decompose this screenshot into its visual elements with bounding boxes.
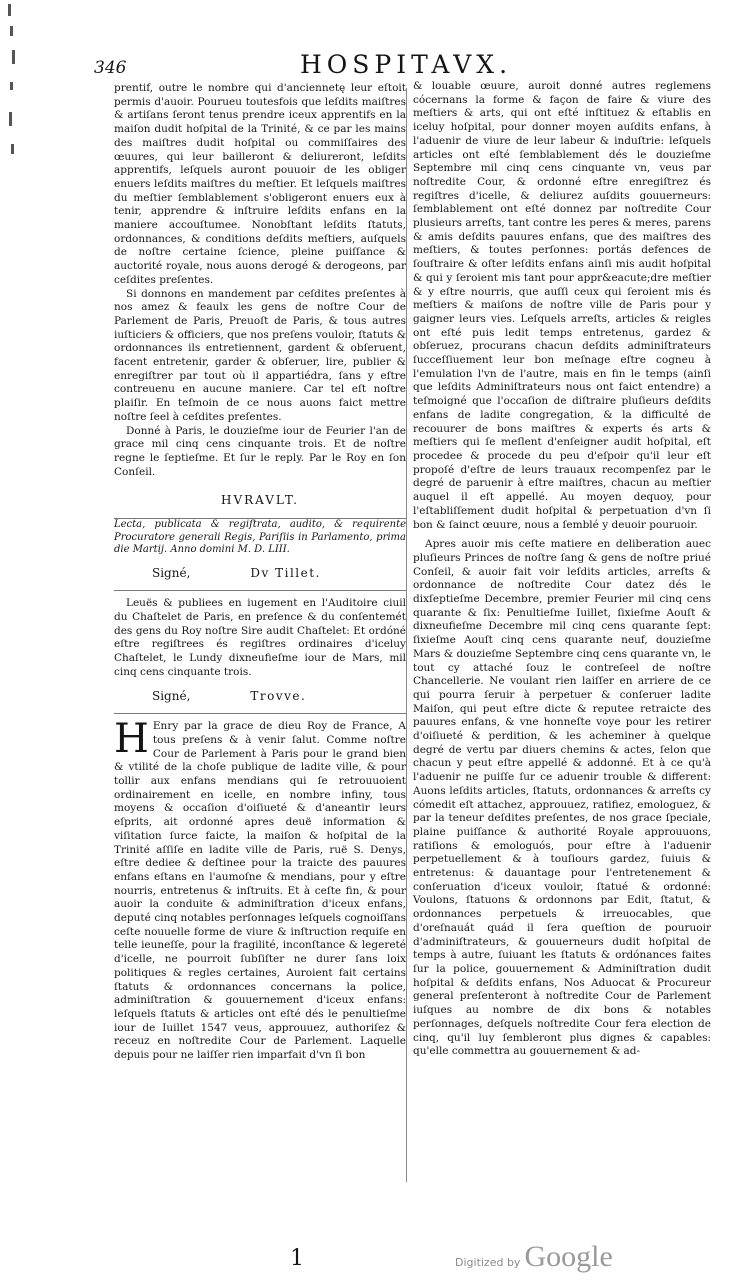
signe-label-2: Signé,	[152, 688, 191, 703]
column-divider	[406, 88, 407, 1182]
left-paragraph-2: Si donnons en mandement par ceſdites preſentes à nos amez & feaulx les gens de noſtre Cour de Parlement de Paris, Preuoſt de Paris, & tous autres iuſticiers & officiers, que nos preſens vouloir, ſtatuts & ordonnances ils entretiennent, gardent & obſeruent, facent entretenir, garder & obſeruer, lire, publier & enregiſtrer par tout où il appartiédra, ſans y eſtre contreuenu en aucune maniere. Car tel eſt noſtre plaiſir. En teſmoin de ce nous auons faict mettre noſtre ſeel à ceſdites preſentes.	[114, 287, 406, 423]
right-column	[413, 80, 711, 1059]
margin-marks	[4, 0, 20, 180]
right-paragraph-1: & louable œuure, auroit donné autres reglemens cócernans la forme & façon de faire & viure des meſtiers & arts, qui ont eſté inſtituez & eſtablis en iceluy hoſpital, pour donner moyen auſdits enfans, à l'aduenir de viure de leur labeur & induſtrie: leſquels articles ont eſté ſemblablement dés le douzieſme Septembre mil cinq cens cinquante vn, veus par noſtredite Cour, & ordonné eſtre enregiſtrez és regiſtres d'icelle, & deliurez auſdits gouuerneurs: ſemblablement ont eſté donnez par noſtredite Cour plusieurs arreſts, tant contre les peres & meres, parens & amis deſdits pauures enfans, que des maiſtres des meſtiers, & toutes perſonnes: portás defences de ſouſtraire & oſter leſdits enfans ainſi mis audit hoſpital & qui y ſeroient mis tant pour appr&eacute;dre meſtier & y eſtre nourris, que auſſi ceux qui ſeroient mis és meſtiers & maiſons de noſtre ville de Paris pour y gaigner leurs vies. Leſquels arreſts, articles & reigles ont eſté puis ledit temps entretenus, gardez & obſeruez, procurans chacun deſdits adminiſtrateurs ſucceſſiuement leur bon meſnage eſtre cogneu à l'emulation l'vn de l'autre, mais en fin le temps (ainſi que leſdits Adminiſtrateurs nous ont faict entendre) a teſmoigné que l'occaſion de diſtraire pluſieurs deſdits enfans de ladite congregation, & la difficulté de recouurer de bons maiſtres & experts és arts & meſtiers qui ſe meſlent d'enſeigner audit hoſpital, eſt procedee & procede du peu d'eſpoir qu'il leur eſt propoſé d'eſtre de leurs trauaux recompenſez par le degré de paruenir à eſtre maiſtres, chacun au meſtier auquel il eſt appellé. Au moyen dequoy, pour l'eſtabliſſement dudit hoſpital & perpetuation d'vn ſi bon & ſainct œuure, nous a ſemblé y deuoir pouruoir.	[413, 80, 711, 531]
left-paragraph-3: Donné à Paris, le douzieſme iour de Feurier l'an de grace mil cinq cens cinquante trois. Et de noſtre regne le ſeptieſme. Et ſur le reply. Par le Roy en ſon Conſeil.	[114, 424, 406, 478]
signe-name-1: Dv Tillet.	[250, 565, 321, 580]
drop-cap: H	[114, 716, 149, 763]
digitized-by-label: Digitized by	[455, 1256, 521, 1269]
left-paragraph-1: prentif, outre le nombre qui d'anciennetę leur eſtoit permis d'auoir. Pourueu toutesfois que leſdits maiſtres & artiſans ſeront tenus prendre iceux apprentifs en la maiſon dudit hoſpital de la Trinité, & ce par les mains des maiſtres dudit hoſpital ou commiſſaires des œuures, qui leur bailleront & deliureront, leſdits apprentifs, leſquels auront pouuoir de les obliger enuers leſdits maiſtres du meſtier. Et leſquels maiſtres du meſtier ſemblablement s'obligeront enuers eux à tenir, apprendre & inſtruire leſdits enfans en la maniere accouſtumee. Nonobſtant leſdits ſtatuts, ordonnances, & conditions deſdits meſtiers, auſquels de noſtre certaine ſcience, pleine puiſſance & auctorité royale, nous auons derogé & derogeons, par ceſdites preſentes.	[114, 82, 406, 286]
signature-hvravlt: HVRAVLT.	[221, 493, 299, 508]
rule-2	[114, 590, 406, 591]
running-head: HOSPITAVX.	[300, 50, 513, 79]
digitized-watermark	[455, 1240, 613, 1274]
signe-line-1	[114, 567, 406, 581]
left-paragraph-4: Leuës & publiees en iugement en l'Auditoire ciuil du Chaſtelet de Paris, en preſence & du conſentemét des gens du Roy noſtre Sire audit Chaſtelet: Et ordóné eſtre regiſtrees és regiſtres ordinaires d'iceluy Chaſtelet, le Lundy dixneufieſme iour de Mars, mil cinq cens cinquante trois.	[114, 597, 406, 678]
left-paragraph-5	[114, 716, 406, 1063]
left-paragraph-5-text: Enry par la grace de dieu Roy de France, A tous preſens & à venir ſalut. Comme noſtre Cour de Parlement à Paris pour le grand bien & vtilité de la choſe publique de ladite ville, & pour tollir aux enfans mendians qui ſe retrouuoient ordinairement en icelle, en nombre infiny, tous moyens & occaſion d'oiſiueté & d'aneantir leurs eſprits, ait ordonné apres deuë information & viſitation ſurce faicte, la maiſon & hoſpital de la Trinité aſſiſe en ladite ville de Paris, ruë S. Denys, eſtre dediee & deſtinee pour la traicte des pauures enfans eſtans en l'aumoſne & mendians, pour y eſtre nourris, entretenus & inſtruits. Et à ceſte fin, & pour auoir la conduite & adminiſtration d'iceux enfans, deputé cinq notables perſonnages leſquels cognoiſſans ceſte nouuelle forme de viure & inſtruction requiſe en telle ieuneſſe, pour la fragilité, inconſtance & legereté d'icelle, ne pourroit ſubſiſter ne durer ſans loix politiques & regles certaines, Auroient fait certains ſtatuts & ordonnances concernans la police, adminiſtration & gouuernement d'iceux enfans: leſquels ſtatuts & articles ont eſté dés le penultieſme iour de Iuillet 1547 veus, approuuez, authoriſez & receuz en noſtredite Cour de Parlement. Laquelle depuis pour ne laiſſer rien imparfait d'vn ſi bon	[114, 720, 406, 1062]
footer-mark: 1	[290, 1246, 304, 1271]
latin-registration: Lecta, publicata & regiſtrata, audito, & requirente Procuratore generali Regis, Pariſiis in Parlamento, prima die Martij. Anno domini M. D. LIII.	[114, 519, 406, 556]
left-column	[114, 82, 406, 1063]
rule-3	[114, 713, 406, 714]
signe-line-2	[114, 690, 406, 704]
right-paragraph-2: Apres auoir mis ceſte matiere en deliberation auec pluſieurs Princes de noſtre ſang & gens de noſtre priué Conſeil, & auoir fait voir leſdits articles, arreſts & ordonnance de noſtredite Cour datez dés le dixſeptieſme Decembre, premier Feurier mil cinq cens quarante & ſix: Penultieſme Iuillet, ſixieſme Aouſt & dixneufieſme Decembre mil cinq cens quarante ſept: ſixieſme Aouſt cinq cens quarante neuf, douzieſme Mars & douzieſme Septembre cinq cens quarante vn, le tout cy attaché ſouz le contreſeel de noſtre Chancellerie. Ne voulant rien laiſſer en arriere de ce qui pourra ſeruir à perpetuer & conſeruer ladite Maiſon, qui peut eſtre dicte & reputee retraicte des pauures enfans, & vne honneſte voye pour les retirer d'oiſiueté & perdition, & les acheminer à quelque degré de vertu par diuers chemins & actes, ſelon que chacun y peut eſtre appellé & addonné. Et à ce qu'à l'aduenir ne puiſſe ſur ce aduenir trouble & different: Auons leſdits articles, ſtatuts, ordonnances & arreſts cy cómedit eſt attachez, approuuez, ratifiez, emologuez, & par la teneur deſdites preſentes, de nos grace ſpeciale, plaine puiſſance & authorité Royale approuuons, ratiſions & emologuós, pour eſtre à l'aduenir perpetuellement & à touſiours gardez, ſuiuis & entretenus: & dauantage pour l'entretenement & conſeruation d'iceux vouloir, ſtatué & ordonné: Voulons, ſtatuons & ordonnons par Edit, ſtatut, & ordonnances perpetuels & irreuocables, que d'oreſnauát quád il ſera queſtion de pouruoir d'adminiſtrateurs, & gouuerneurs dudit hoſpital de temps à autre, ſuiuant les ſtatuts & ordónances faites ſur la police, gouuernement & Adminiſtration dudit hoſpital & deſdits enfans, Nos Aduocat & Procureur general preſenteront à noſtredite Cour de Parlement iuſques au nombre de dix bons & notables perſonnages, deſquels noſtredite Cour fera election de cinq, qu'il luy ſembleront plus dignes & capables: qu'elle commettra au gouuernement & ad-	[413, 538, 711, 1058]
page-number: 346	[94, 58, 127, 78]
google-logo: Google	[524, 1240, 613, 1273]
signe-name-2: Trovve.	[250, 688, 307, 703]
signe-label-1: Signé,	[152, 565, 191, 580]
